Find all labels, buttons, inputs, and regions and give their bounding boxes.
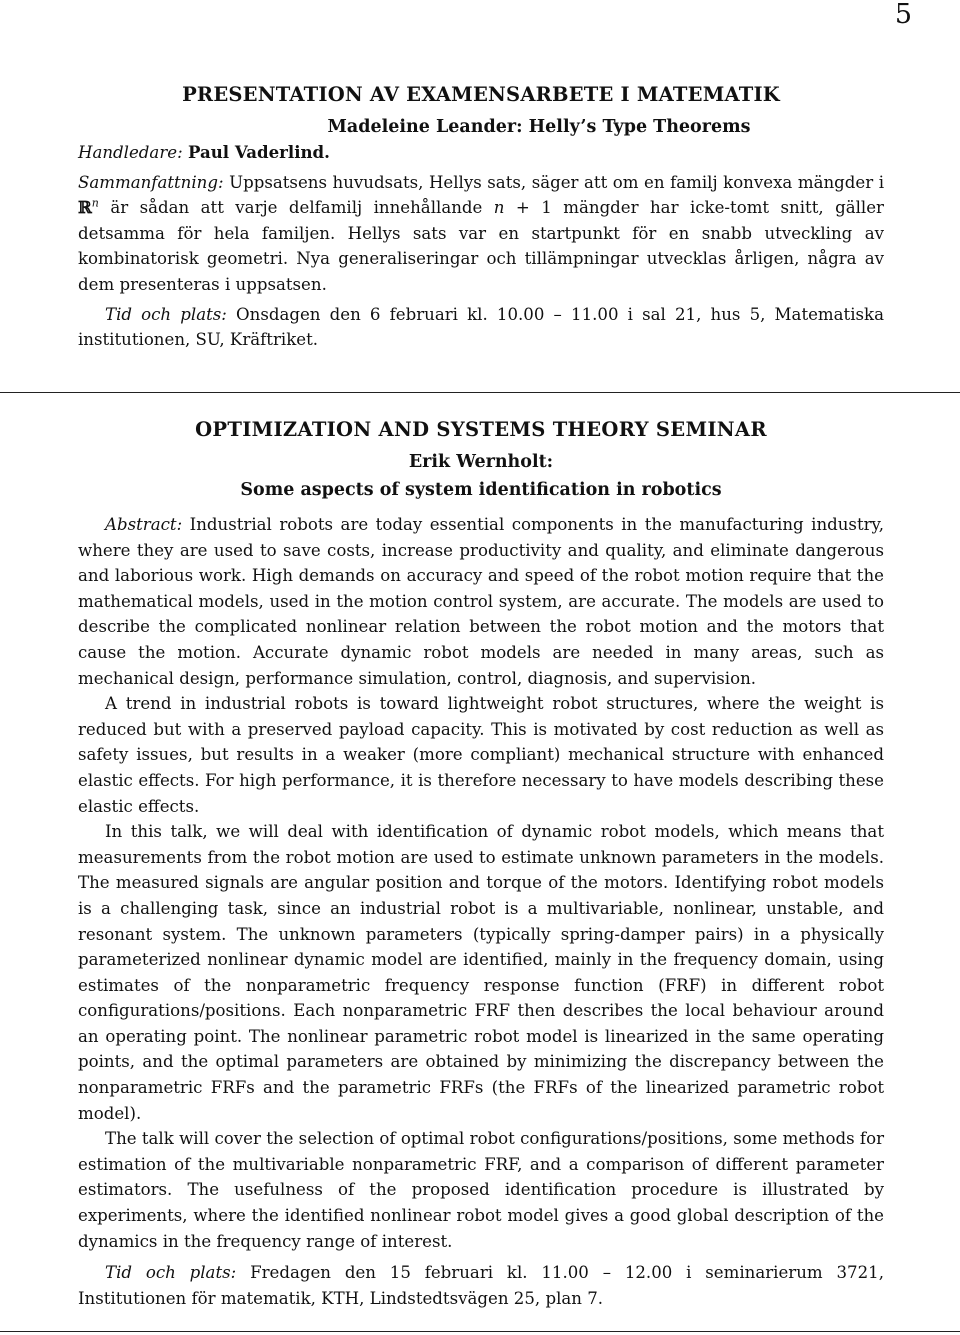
supervisor-label: Handledare: <box>78 143 183 162</box>
abstract-text-1: Industrial robots are today essential components in the manufacturing industry, where they are used to save costs, increase productivity and quality, and eliminate dangerous and laborious work. High demands on accuracy and speed of the robot motion require that the mathematical models, used in the motion control system, are accurate. The models are used to describe the complicated nonlinear relation between the robot motion and the motors that cause the motion. Accurate dynamic robot models are needed in many areas, such as mechanical design, performance simulation, control, diagnosis, and supervision. <box>78 515 884 688</box>
seminar-time-label: Tid och plats: <box>105 1263 237 1283</box>
page-number: 5 <box>894 0 912 30</box>
abstract-label: Abstract: <box>105 515 183 534</box>
summary-paragraph <box>78 170 884 298</box>
real-numbers-symbol: ℝ <box>78 197 92 218</box>
supervisor-line <box>78 140 884 166</box>
section-title: PRESENTATION AV EXAMENSARBETE I MATEMATIK <box>182 83 780 106</box>
math-n: n <box>493 198 505 218</box>
time-place-text: Onsdagen den 6 februari kl. 10.00 – 11.00 i sal 21, hus 5, Matematiska institutionen, SU, Kräftriket. <box>78 304 884 350</box>
seminar-section <box>78 416 884 1311</box>
bottom-divider <box>0 1331 960 1332</box>
speaker-name: Erik Wernholt: <box>408 452 554 472</box>
summary-label: Sammanfattning: <box>78 172 224 192</box>
time-place-label: Tid och plats: <box>105 304 227 324</box>
seminar-time-place <box>78 1260 884 1311</box>
time-place-paragraph <box>78 302 884 353</box>
summary-text-3: mängder har icke-tomt snitt, gäller detsamma för hela familjen. Hellys sats var en startpunkt för en snabb utveckling av kombinatorisk geometri. Nya generaliseringar och tillämpningar utvecklas årligen, några av dem presenteras i uppsatsen. <box>78 198 884 294</box>
abstract-paragraph-3: In this talk, we will deal with identification of dynamic robot models, which means that measurements from the robot motion are used to estimate unknown parameters in the models. The measured signals are angular position and torque of the motors. Identifying robot models is a challenging task, since an industrial robot is a multivariable, nonlinear, unstable, and resonant system. The unknown parameters (typically spring-damper pairs) in a physically parameterized nonlinear dynamic model are identified, mainly in the frequency domain, using estimates of the nonparametric frequency response function (FRF) in different robot configurations/positions. Each nonparametric FRF then describes the local behaviour around an operating point. The nonlinear parametric robot model is linearized in the same operating points, and the optimal parameters are obtained by minimizing the discrepancy between the nonparametric FRFs and the parametric FRFs (the FRFs of the linearized parametric robot model). <box>78 822 884 1123</box>
seminar-title: OPTIMIZATION AND SYSTEMS THEORY SEMINAR <box>195 418 767 441</box>
summary-text-1: Uppsatsens huvudsats, Hellys sats, säger att om en familj konvexa mängder i <box>229 172 885 192</box>
abstract-body <box>78 512 884 1254</box>
seminar-time-text: Fredagen den 15 februari kl. 11.00 – 12.00 i seminarierum 3721, Institutionen för matematik, KTH, Lindstedtsvägen 25, plan 7. <box>78 1263 884 1308</box>
section-divider <box>0 392 960 393</box>
thesis-presentation-section <box>78 82 884 353</box>
abstract-paragraph-4: The talk will cover the selection of optimal robot configurations/positions, some methods for estimation of the multivariable nonparametric FRF, and a comparison of different parameter estimators. The usefulness of the proposed identification procedure is illustrated by experiments, where the identified nonlinear robot model gives a good global description of the dynamics in the frequency range of interest. <box>78 1129 884 1251</box>
summary-text-2: är sådan att varje delfamilj innehållande <box>110 198 483 218</box>
abstract-paragraph-2: A trend in industrial robots is toward lightweight robot structures, where the weight is reduced but with a preserved payload capacity. This is motivated by cost reduction as well as safety issues, but results in a weaker (more compliant) mechanical structure with enhanced elastic effects. For high performance, it is therefore necessary to have models describing these elastic effects. <box>78 694 884 816</box>
abstract-paragraph-1 <box>78 512 884 691</box>
exponent-n: n <box>91 196 99 210</box>
talk-title: Some aspects of system identification in robotics <box>240 480 722 500</box>
supervisor-name: Paul Vaderlind. <box>187 142 330 162</box>
author-line: Madeleine Leander: Helly’s Type Theorems <box>327 117 751 137</box>
math-plus-one: + 1 <box>515 198 552 218</box>
